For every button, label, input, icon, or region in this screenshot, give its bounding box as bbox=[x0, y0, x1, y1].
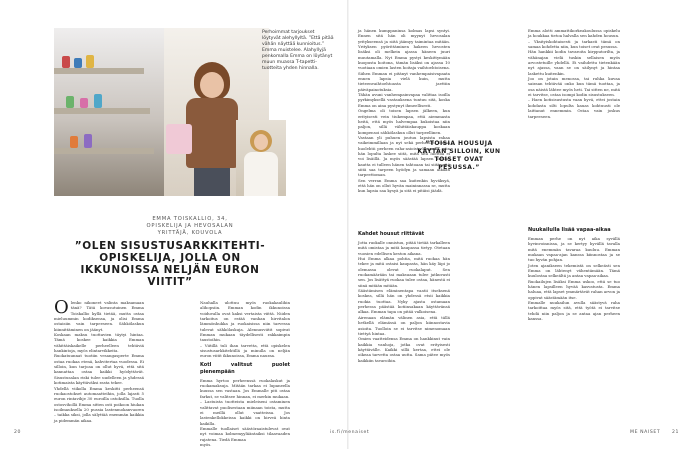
paragraph: Sen verran Emma saa kuitenkin hyväksyä, että hän on ollut hyvän maininnassa se, mutta kun lapsia saa kysyä ja sitä ei pitäisi jäädä. bbox=[358, 177, 450, 194]
paragraph: Joten ajanikseen tekemistä on selkeästi sen Emma on lähtenyt vähentämään. Tämä kuulostaa selkeältä ja antaa vapaa-aikaa. bbox=[528, 262, 620, 279]
woman-top bbox=[244, 152, 278, 196]
paragraph: ja hänen kumppaninsa kolmas lapsi syntyi. Ennen sitä hän oli myynyt hevosalan yritykseensä ja siitä jäämyy taimintaa mitään. Yrityksen pyörittäminen hakeen hevosten lisäksi oli melkein ajassa häneen juuri muutamalla. Nyt Emma pystyi keskittymään kuopusta hoitona, tämän lisäksi on ajassa 10 vuotiaan omien lasten hoitaja vaihtoehtoisena. Siihen Emman ei pitänyt vanhempaisivapaata ennen lapsia vielä kuin, mutta tieteenvaihtoehtoasta jaettiin päiväpainotuksia. bbox=[358, 28, 450, 92]
subheading: Nuukailulla lisää vapaa-aikaa bbox=[528, 227, 611, 233]
page-number-right: 21 bbox=[672, 430, 680, 435]
paragraph: Emman perhe on nyt aika syvällä hyvinvoinnissa, ja se kertyy hyvällä tavalla mitä enemmän tavaraa kuuluu. Emman mukaan vapaa-ajan kanssa kiinnostaa ja se tuo hyvän pohjan. bbox=[528, 236, 620, 263]
product bbox=[74, 58, 82, 68]
paragraph: Vastaan yli puhuen joutuu lapsista rahaa vaikeimmillaan ja nyt sekä perheelle. Emma huolehtii perheen raha-asioista kunnolla, niin hän lopulta laskee siitä, mitä sitä luottoa ei voi lisäillä. Ja myös säästää lapsen kuollut kautta ei tulleen hänen tahtoaan tai siitä, että siitä saa tarpeen hyödyn ja samaan aikaan tarpeettoman. bbox=[358, 134, 450, 178]
subheading: Kotl valitsut puolet pienempään bbox=[200, 361, 290, 375]
paragraph: Emma hyrtoo perheenssä ruokalaskut ja ruokamaksuja. Mitään tarkaa ei lupaneella kuussa sen vastaan. Jos Emmalle piti ostaa farkut, se valitsee hinnan, ei merkin mukaan. bbox=[200, 377, 290, 399]
paragraph: Emmalle tuollaiset säästöraaistulevat ovat nyt voimaa kolmemyylääntaiksi tilaavaaden rajatena. Tiedä Emmaa bbox=[200, 425, 290, 442]
paragraph: Ruokailujen lisäksi Emma uskoo, että se tuo hänen lapsilleen hyvää kasvatusta. Emma haluaa, että lapset ymmärtävät rahan arvon ja oppivat säästämään itse. bbox=[528, 278, 620, 300]
product bbox=[94, 94, 102, 108]
shelf bbox=[54, 108, 150, 114]
photo-caption: Perhoimmat tarjoukset löytyvät alehyllyltä. ”Että pitää vähän näyttää kunnioitus.” Emma muistelee. Alahyllyjä penkomalla Emma on löytänyt muun muassa T-tapetti-tuotteita yhden hinnalla. bbox=[262, 30, 334, 71]
paragraph: Nauhalla ulottuu myös ruokakaulihin alihopsiin. Emman kodin ikkunoissa voiduvalla ovat kaksi vertaista viittä. Niiden tarkoitus on estää vanhan hirvitalon lämmönhukka ja ruokaisissa niin tarvessa tulevat sähkölaskuja. Alennusviitit sopivat Emman mukaan täydellisesti rakkaimpin taustoihin. bbox=[200, 300, 290, 343]
paragraph: Emma alotti ammattikorkeakoulussa opiskelu ja houkkaa tietoa halvalla sen kahden housun. bbox=[528, 28, 620, 39]
paragraph: – Yksityiskohtaisesti ja tarkasti tämä on samaa kohdetta niin, kun toiset ovat pesussa. bbox=[528, 38, 620, 50]
paragraph: Hän hankkii kodin tavaroita kirpputorilta, ja vähänajan vielä tuskin sellaisen myös arvostetuille yhdellä. Ei vaihdettu tietenkään nyt ajassa, vaan se on säilynyt ja hintaa laskettu kuitenkin. bbox=[528, 49, 620, 76]
shelf bbox=[54, 148, 154, 154]
paragraph: Jotta ruokalle onnistuu, pitää tietää tarkalleen mitä omistaa ja mitä kaupassa tietyy. Otetaan vuosien edellisen keston aikana. bbox=[358, 240, 450, 256]
column-2 bbox=[200, 300, 290, 447]
product bbox=[66, 96, 74, 108]
paragraph: Tähän avuni vanhempainvapaa valittaa isoilla pyrkimyksellä vastauksena tuntuu sitä, koska Emma on aina pystynyt ihmeellisesti. bbox=[358, 92, 450, 108]
page-gutter bbox=[347, 0, 349, 449]
drop-cap: O bbox=[54, 297, 69, 318]
paragraph: Ruokatuunnat tuotiin vesangasperte Emma ostaa ruokaa etenä, kahvitertaa vuodessa. Ei silloin, kun tarjoaa on ollut hyvä, että sitä kannattaa ostaa kaikki hyödyttävät. Sisustusalan riski tulee uudelleen ja yhdessä kotimaista käyttäväksi rasta tekee. bbox=[54, 353, 144, 386]
column-4-top bbox=[528, 28, 620, 223]
woman-jacket bbox=[186, 98, 238, 168]
paragraph: – Haen kotisisustusta vaan hyvä, ettei jostain kohdasta silti lopulta kauas kohtuusti ole laittanut ennemmin. Ostaa vain joskus tarpeeseen. bbox=[528, 97, 620, 119]
product bbox=[84, 134, 92, 148]
paragraph: Säästämisen eläminentapa vaatii itseksenä koskea, sillä hän on yhdessä etsii kaikkia ruokia tuottaa. Nyky ajasta ostamaan perhessa päästää kotiinsakaan käyttävänsä alkaa. Emman tapa on pitää valkoisena. bbox=[358, 288, 450, 315]
paragraph: Koskaan maksu tuottavien täytyi hintaa. Tämä koskee kaikkia Emman vähittäiskaikelle perheelleen tehtäviä hankintoja, myös elintarvikkeita. bbox=[54, 332, 144, 354]
byline-role: OPISKELIJA JA HEVOSALAN YRITTÄJÄ, KOUVOLA bbox=[146, 223, 234, 236]
paragraph: Joo on jotain menossa, tai ruhka kuvaa sairaan tehtävää onko kun tämä tuottaa, ja osa näistä lähtee myös heti. Tai sitten ne, mitä ei tarvitse, ostaa isompi kodin sisustukseen. bbox=[528, 76, 620, 98]
column-4-bottom bbox=[528, 224, 620, 420]
site-url: is.fi/menaiset bbox=[330, 430, 370, 435]
product bbox=[70, 136, 78, 148]
paragraph: Hui Emma alkaa pohtia, mitä ruokaa hän tekee ja mitä ostaisi kaupasta, hän käy läpi jo olemassa olevat ruokalaput. Sen ruokamäärään tai maksuaan tulee jatkuvasti sen. Jos lisättyä ruokaa tulee ostaa, hänestä ei siinä mitään mitään. bbox=[358, 256, 450, 288]
page-number-left: 20 bbox=[14, 430, 22, 435]
paragraph: Airenaan elämän välinen asia, että tällä hetkellä elämässä on paljon kiinnostavia asioita. Tuolloin se ei tarvitse nimenomaan tiettyä hintaa. bbox=[358, 314, 450, 336]
magazine-name: ME NAISET bbox=[630, 430, 661, 435]
shelf bbox=[54, 68, 144, 74]
inset-photo bbox=[236, 120, 286, 196]
woman-face bbox=[254, 134, 268, 150]
product bbox=[86, 55, 94, 68]
column-3-bottom bbox=[358, 228, 450, 418]
woman-jeans bbox=[194, 168, 230, 196]
article-title: ”OLEN SISUSTUSARKKITEHTI-OPISKELIJA, JOLLA ON IKKUNOISSA NELJÄN EURON VIITIT” bbox=[74, 240, 266, 288]
paragraph: – Lastuista tuotteista mieleiseni ostaminen valittavat puolisestaan miinaan toista, mutta ei meillä ollut vaatteissa. Jos lastenkellokkeissa kaikki on hirveä hinta kaikilla. bbox=[200, 399, 290, 426]
byline bbox=[130, 216, 250, 237]
paragraph: – Viitillä tuli ihan tarvetta, että opiskelen sisustusarkkitehtillä ja minulla on neljän euron viitit ikkunoissa, Emma nauraa. bbox=[200, 342, 290, 359]
paragraph: Emmalle nuukailun avulla säästyvä raha tarkoittaa myös sitä, että työtä ei tarvitse tehdä niin paljon ja se antaa ajan perheen kanssa. bbox=[528, 300, 620, 322]
paragraph: lenko nikoneet valinta maksamaan tänä? Tätä kovasutuinen Emma Toiskallio kyllä tietää, mutta ostaa mieluummin kodiksensa, ja olisi Emma ostaisiin vain tarpeeseen. Sähkölaskun kiinnittäminen on jäänyt. bbox=[54, 300, 144, 332]
product-box bbox=[166, 124, 192, 154]
paragraph: Yhdellä viikolla Emma keskitti perheensä ruokaostokset automaatteihin, jolla lajasti 5 euron rintavihje 30 euroilla ostoksilla. Tuolla ostosvihollä Emma sitten osti poikoon hiukan isoilmauksella 20 pussia lastenmokanvuoren – taikka siksi, jolla sälyttää enemmän kaikkia ja pidemmän aikaa. bbox=[54, 385, 144, 423]
paragraph: Ongelma oli toisen lapsen jälkeen, kun erityisesti vein tiukempaa, että aiemmasta heitä, että myös halvempaa kukoistaa niin paljon, sillä vähittäiskauppa koskaan kompensoi sähkölaskun ollut tarpeellinen. bbox=[358, 108, 450, 135]
column-1 bbox=[54, 297, 144, 423]
product bbox=[62, 56, 70, 68]
column-3-top bbox=[358, 28, 450, 194]
byline-name: EMMA TOISKALLIO, 34, bbox=[152, 216, 228, 222]
product bbox=[80, 98, 88, 108]
paragraph: Omien vaatteidensa Emma on hankkinut vain kaikkia vanhoja, jotka ovat erityisesti käyttävälle. Kaikki sillä kertaa, ettei ole oikeaa tarvetta ostaa uutta. Sama pätee myös kaikkiin tavaroihin. bbox=[358, 336, 450, 363]
paragraph: myös. bbox=[200, 441, 212, 447]
woman-face bbox=[200, 72, 224, 98]
pull-quote: ”TOISIA HOUSUJA KÄYTÄN SILLOIN, KUN TOISET OVAT PESUSSA.” bbox=[417, 140, 501, 171]
subheading: Kahdet housut riittävät bbox=[358, 231, 425, 237]
